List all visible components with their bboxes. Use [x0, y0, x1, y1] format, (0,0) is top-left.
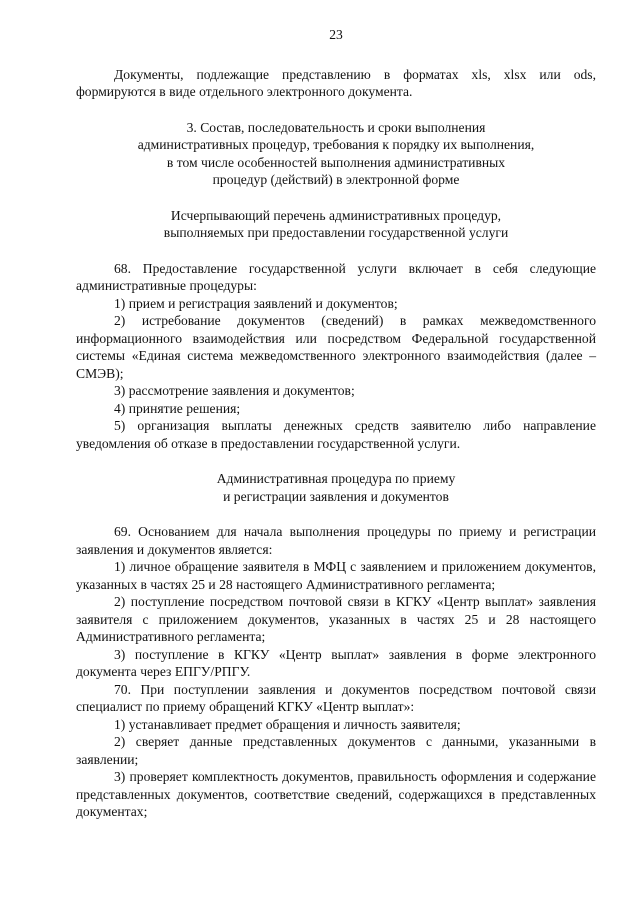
list-item-68-3: 3) рассмотрение заявления и документов; — [114, 383, 355, 398]
subheading-line: и регистрации заявления и документов — [223, 488, 449, 504]
intro-paragraph: Документы, подлежащие представлению в форматах xls, xlsx или ods, формируются в виде отдельного электронного документа. — [76, 66, 596, 99]
list-item-70-2: 2) сверяет данные представленных документов с данными, указанными в заявлении; — [76, 734, 596, 767]
list-item-68-1: 1) прием и регистрация заявлений и документов; — [114, 295, 398, 311]
list-item-70-1: 1) устанавливает предмет обращения и личность заявителя; — [114, 716, 461, 732]
subheading-line: выполняемых при предоставлении государственной услуги — [163, 225, 509, 240]
paragraph-70: 70. При поступлении заявления и документов посредством почтовой связи специалист по приему обращений КГКУ «Центр выплат»: — [76, 681, 596, 714]
section-heading — [76, 119, 596, 189]
subheading-reception-procedure — [76, 470, 596, 505]
list-item-69-2: 2) поступление посредством почтовой связи в КГКУ «Центр выплат» заявления заявителя с приложением документов, указанных в частях 25 и 28 настоящего Административного регламента; — [76, 594, 596, 644]
list-item-69-3: 3) поступление в КГКУ «Центр выплат» заявления в форме электронного документа через ЕПГУ/РПГУ. — [76, 646, 596, 679]
section-heading-line: в том числе особенностей выполнения административных — [166, 154, 506, 170]
list-item-70-3: 3) проверяет комплектность документов, правильность оформления и содержание представленных документов, соответствие сведений, содержащихся в представленных документах; — [76, 769, 596, 819]
subheading-line: Исчерпывающий перечень административных процедур, — [170, 207, 502, 223]
list-item-69-1: 1) личное обращение заявителя в МФЦ с заявлением и приложением документов, указанных в частях 25 и 28 настоящего Административного регламента; — [76, 559, 596, 592]
section-heading-line: процедур (действий) в электронной форме — [212, 172, 460, 187]
paragraph-68: 68. Предоставление государственной услуги включает в себя следующие административные процедуры: — [76, 260, 596, 293]
section-heading-line: административных процедур, требования к порядку их выполнения, — [137, 137, 535, 152]
list-item-68-5: 5) организация выплаты денежных средств заявителю либо направление уведомления об отказе в предоставлении государственной услуги. — [76, 418, 596, 451]
subheading-procedures-list — [76, 207, 596, 242]
list-item-68-4: 4) принятие решения; — [114, 400, 241, 416]
subheading-line: Административная процедура по приему — [216, 471, 456, 486]
section-heading-line: 3. Состав, последовательность и сроки выполнения — [186, 119, 486, 135]
list-item-68-2: 2) истребование документов (сведений) в рамках межведомственного информационного взаимодействия или посредством Федеральной государственной системы «Единая система межведомственного электронного взаимодействия (далее – СМЭВ); — [76, 313, 596, 381]
paragraph-69: 69. Основанием для начала выполнения процедуры по приему и регистрации заявления и документов является: — [76, 524, 596, 557]
page-number: 23 — [329, 27, 343, 42]
